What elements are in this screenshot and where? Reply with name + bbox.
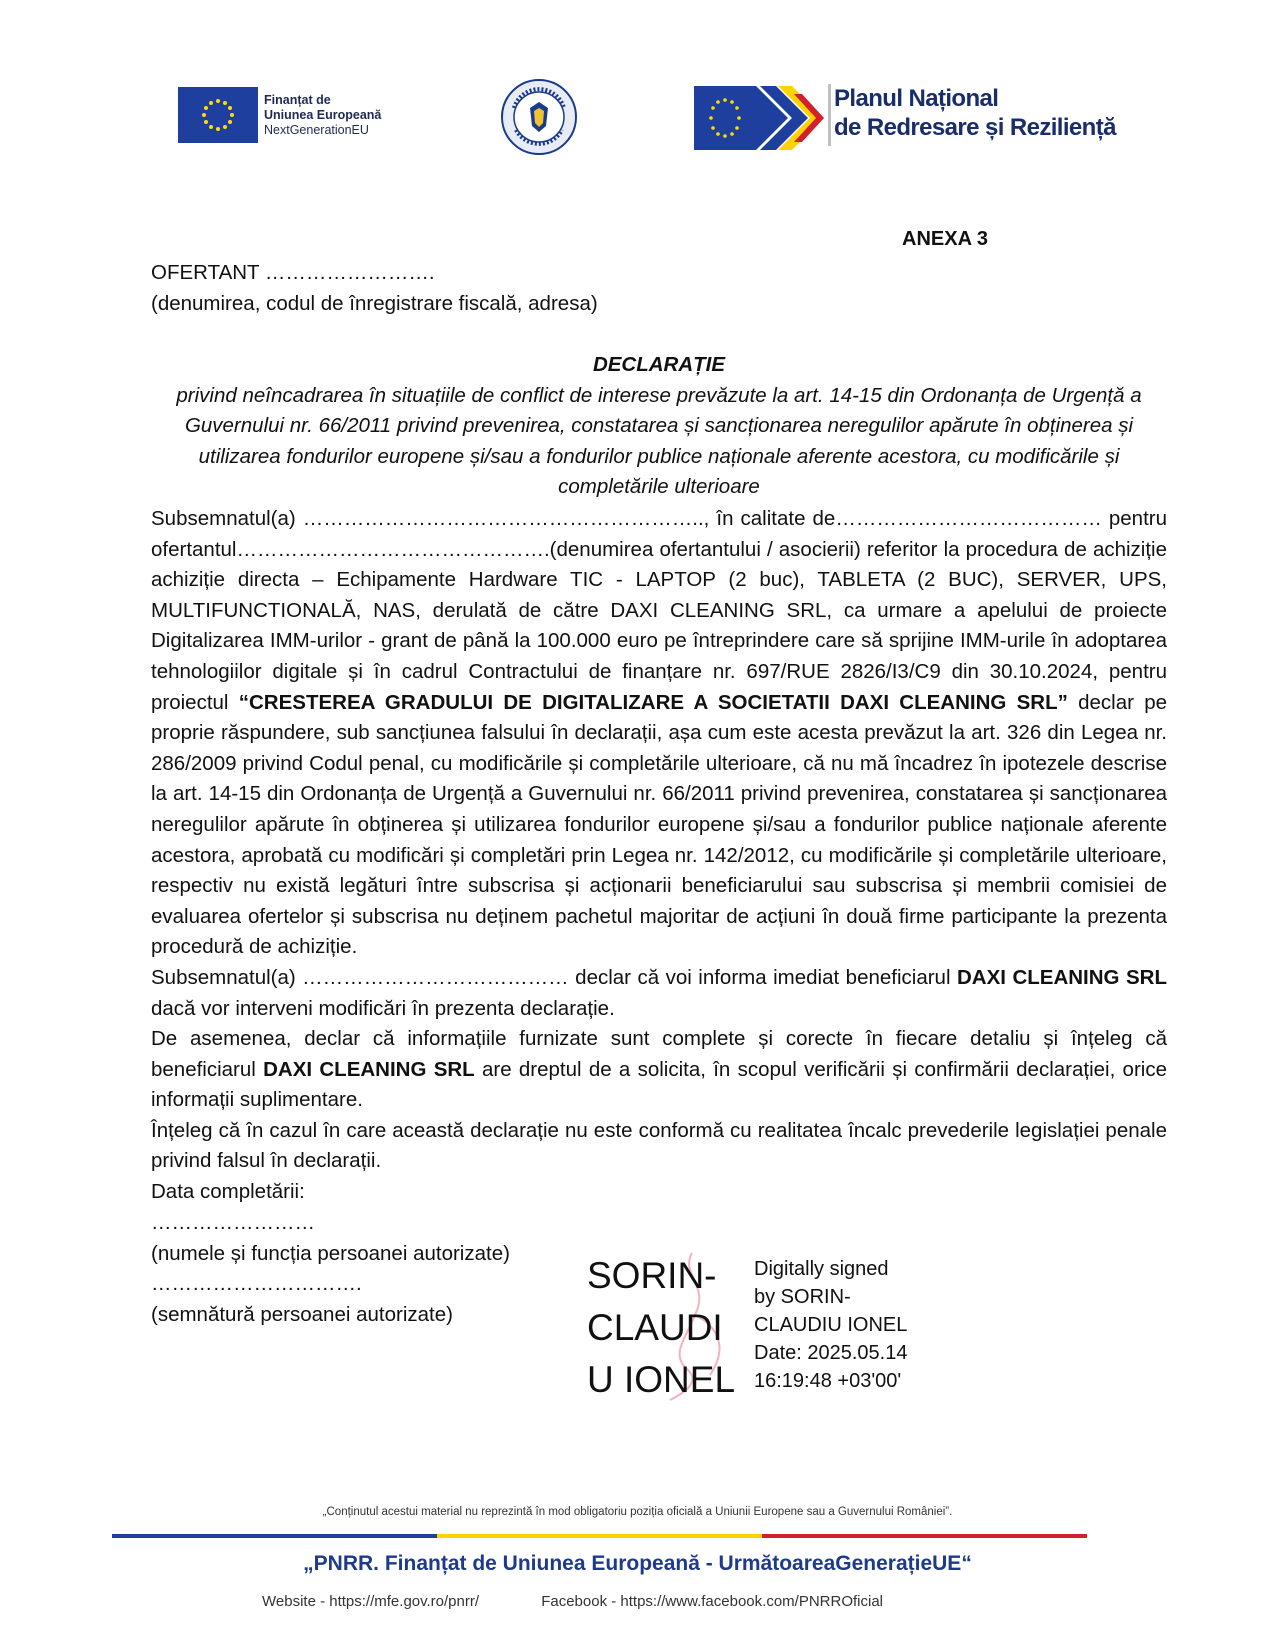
ofertant-block — [151, 258, 1167, 319]
paragraph-liability: Înțeleg că în cazul în care această declarație nu este conformă cu realitatea încalc prevederile legislației penale privind falsul în declarații. — [151, 1118, 1167, 1173]
pnrr-logo-line2: de Redresare și Reziliență — [834, 114, 1116, 141]
pnrr-logo-text — [834, 84, 1116, 142]
paragraph-accuracy — [151, 1024, 1167, 1116]
digital-signature-info — [754, 1255, 907, 1395]
signature-info-line: CLAUDIU IONEL — [754, 1314, 908, 1336]
footer-line-yellow — [437, 1534, 762, 1538]
ofertant-line: OFERTANT ……………………. — [151, 261, 435, 284]
paragraph-main — [151, 504, 1167, 963]
signature-info-line: 16:19:48 +03'00' — [754, 1370, 902, 1392]
footer-links — [262, 1593, 883, 1610]
paragraph-main-part1: Subsemnatul(a) ………………………………………………….., în calitate de………………………………… pentru ofertantul……………………………………….(denumirea ofertantului / asocierii) referitor la procedura de achiziție achiziție directa – Echipamente Hardware TIC - LAPTOP (2 buc), TABLETA (2 BUC), SERVER, UPS, MULTIFUNCTIONALĂ, NAS, derulată de către DAXI CLEANING SRL, ca urmare a apelului de proiecte Digitalizarea IMM-urilor - grant de până la 100.000 euro pe întreprindere care să sprijine IMM-urile în adoptarea tehnologiilor digitale și în cadrul Contractului de finanțare nr. 697/RUE 2826/I3/C9 din 30.10.2024, pentru proiectul — [151, 507, 1167, 714]
paragraph-inform-part1: Subsemnatul(a) ………………………………… declar că voi informa imediat beneficiarul — [151, 965, 957, 989]
beneficiary-name: DAXI CLEANING SRL — [957, 965, 1167, 989]
pnrr-arrow-icon — [694, 82, 824, 154]
annex-label: ANEXA 3 — [902, 228, 988, 250]
footer-line-blue — [112, 1534, 437, 1538]
eu-logo-text — [264, 93, 381, 138]
eu-funding-logo — [178, 87, 388, 143]
declaration-title: DECLARAȚIE — [592, 353, 726, 376]
signature-info-line: Digitally signed — [754, 1258, 889, 1280]
ofertant-details: (denumirea, codul de înregistrare fiscală, adresa) — [151, 291, 598, 315]
footer-line-red — [762, 1534, 1087, 1538]
footer-disclaimer: „Conținutul acestui material nu reprezintă în mod obligatoriu poziția oficială a Uniunii Europene sau a Guvernului României”. — [322, 1506, 953, 1518]
government-of-romania-seal-icon — [500, 78, 578, 156]
pnrr-logo-line1: Planul Național — [834, 85, 999, 112]
signature-fields — [151, 1208, 510, 1330]
paragraph-inform-part2: dacă vor interveni modificări în prezenta declarație. — [151, 996, 615, 1020]
name-dots: …………………… — [151, 1211, 315, 1234]
footer-title: „PNRR. Finanțat de Uniunea Europeană - UrmătoareaGenerațieUE“ — [303, 1552, 972, 1575]
name-label: (numele și funcția persoanei autorizate) — [151, 1241, 510, 1265]
website-link[interactable]: Website - https://mfe.gov.ro/pnrr/ — [262, 1593, 480, 1610]
signature-info-line: by SORIN- — [754, 1286, 851, 1308]
declaration-heading — [151, 350, 1167, 503]
eu-logo-line3: NextGenerationEU — [264, 123, 369, 137]
signature-name-line: SORIN- — [587, 1255, 717, 1296]
sign-dots: …………………………. — [151, 1272, 362, 1296]
pnrr-logo — [694, 82, 1124, 154]
sign-label: (semnătură persoanei autorizate) — [151, 1302, 453, 1326]
eu-logo-line1: Finanțat de — [264, 93, 331, 107]
eu-logo-line2: Uniunea Europeană — [264, 108, 382, 122]
beneficiary-name: DAXI CLEANING SRL — [263, 1057, 475, 1081]
declaration-body — [151, 504, 1167, 1208]
paragraph-accuracy-part1: De asemenea, declar că informațiile furnizate sunt complete și corecte în fiecare detaliu și înțeleg că beneficiarul — [151, 1027, 1167, 1081]
eu-flag-icon — [178, 87, 258, 143]
paragraph-accuracy-part2: are dreptul de a solicita, în scopul verificării și confirmării declarației, orice informații suplimentare. — [151, 1057, 1167, 1112]
digital-signature-name — [587, 1250, 735, 1406]
project-name: “CRESTEREA GRADULUI DE DIGITALIZARE A SOCIETATII DAXI CLEANING SRL” — [238, 690, 1068, 714]
signature-name-line: U IONEL — [587, 1359, 736, 1400]
facebook-link[interactable]: Facebook - https://www.facebook.com/PNRROficial — [541, 1593, 883, 1610]
paragraph-inform — [151, 963, 1167, 1024]
declaration-subtitle: privind neîncadrarea în situațiile de conflict de interese prevăzute la art. 14-15 din Ordonanța de Urgență a Guvernului nr. 66/2011 privind prevenirea, constatarea și sancționarea neregulilor apărute în obținerea și utilizarea fondurilor europene și/sau a fondurilor publice naționale aferente acestora, cu modificările și completările ulterioare — [176, 383, 1142, 499]
signature-name-line: CLAUDI — [587, 1307, 723, 1348]
footer-tricolor-line — [112, 1534, 1087, 1538]
date-label: Data completării: — [151, 1180, 305, 1204]
pnrr-divider — [828, 84, 831, 146]
paragraph-main-part2: declar pe proprie răspundere, sub sancțiunea falsului în declarații, așa cum este acesta prevăzut la art. 326 din Legea nr. 286/2009 privind Codul penal, cu modificările și completările ulterioare, că nu mă încadrez în ipotezele descrise la art. 14-15 din Ordonanța de Urgență a Guvernului nr. 66/2011 privind prevenirea, constatarea și sancționarea neregulilor apărute în obținerea și utilizarea fondurilor europene și/sau a fondurilor publice naționale aferente acestora, aprobată cu modificări și completări prin Legea nr. 142/2012, cu modificările și completările ulterioare, respectiv nu există legături între subscrisa și acționarii beneficiarului sau subscrisa și membrii comisiei de evaluarea ofertelor și subscrisa nu deținem pachetul majoritar de acțiuni în două firme participante la prezenta procedură de achiziție. — [151, 690, 1167, 959]
signature-info-line: Date: 2025.05.14 — [754, 1342, 908, 1364]
